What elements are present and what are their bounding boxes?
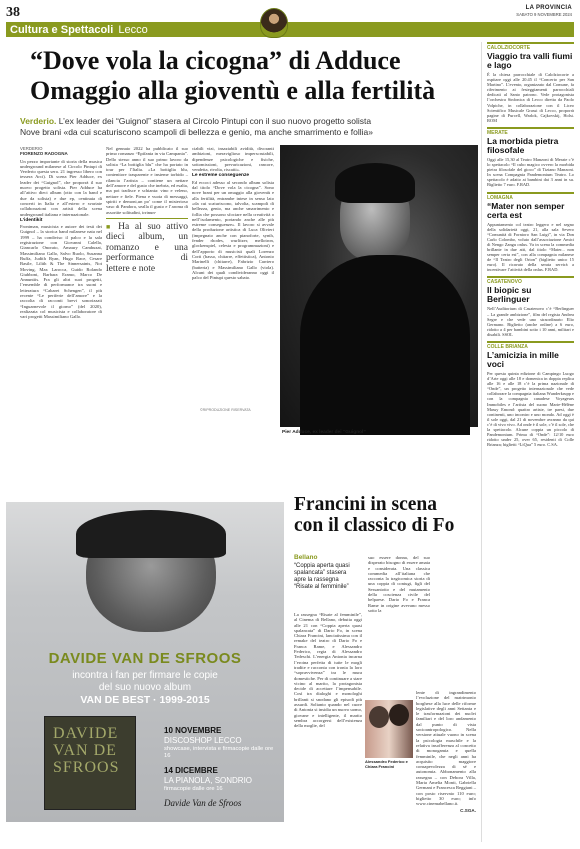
section-portrait-icon	[260, 8, 288, 38]
section-city: Lecco	[118, 24, 148, 36]
main-col-2	[106, 146, 188, 502]
ad-cap	[76, 510, 226, 558]
lead-text-2: Nove brani «da cui scaturiscono scampoli di bellezza e genio, ma anche smarrimento e follia»	[20, 127, 373, 137]
main-col-1-subhead: L’identikit	[20, 217, 43, 223]
ad-date-2: 14 DICEMBRE	[164, 766, 218, 775]
ad-line-2: del suo nuovo album	[98, 682, 192, 693]
sidebar-body: Per questa quinta edizione di Campingo Luogo d’Arte oggi alle 18 e domenica in doppia replica alle 16 e alle 18 c’è la prima nazionale di “Onde”, un progetto internazionale che vede collaborare la compagnia italiana Wunderkrupp e con la compagnia canadese Voyageurs Immobiles e l’artista del suono Marie-Hélène Massy Emond: quattro artiste, tre paesi, due continenti, uno incontro e uno mondo. Ad oggi è il sole oggi, dal 21 di novembre avranno da qui c’è di vivo vivo. Ad onde è il sole, c’è il sole, che la spettacolo. Alcune coppia un piccolo di Pandemonium. Prima di “Onde”: 12/10 euro ridotto under 25, over 65, residenti di Colle Brianza; biglietti “LiQua” 5 euro. C.SA.	[487, 371, 574, 448]
sidebar-body: È la chiesa parrocchiale di Calolziocorte a ospitare oggi alle 20.45 il “Concerto per San Martino”. L’evento, organizzato dal Comune, fa riferimento ai festeggiamenti parrocchiali dedicati al Santo patrono. Vede protagonista l’orchestra Sinfonica di Lecco diretta da Paolo Volpiche, in collaborazione con il Liceo Scientifico Musicale Grassi di Lecco, proporrà pagine di Purcell, Warlok, Cajkovskij, Holst. ROM	[487, 72, 574, 123]
article-location: VERDERIO	[20, 146, 43, 151]
second-col-2-text: suo essere donna, del suo disperato bisogno di essere amata e considerata. Una classica commedia all’italiana che racconta la tragicomica storia di una coppia di coniugi, figli del Sessantotto e del mutamento della coscienza civile del belpaese. Dario Fo e Franca Rame in origine avevano messo sotto la	[368, 555, 430, 613]
ad-signature: Davide Van de Sfroos	[164, 798, 242, 808]
lead-line-1	[20, 116, 470, 127]
ad-line-1: incontra i fan per firmare le copie	[72, 670, 218, 681]
second-headline-2: con il classico di Fo	[294, 515, 455, 536]
ad-info-1: showcase, intervista e firmacopie dalle ore 16	[164, 746, 274, 759]
second-col-2	[368, 555, 430, 613]
second-headline-1: Francini in scena	[294, 494, 438, 515]
second-quote: “Coppia aperta quasi spalancata” stasera apre la rassegna “Risate al femminile”	[294, 563, 350, 590]
ad-artist: DAVIDE VAN DE SFROOS	[48, 650, 242, 667]
ad-venue-1: DISCOSHOP LECCO	[164, 736, 242, 745]
ad-info-2: firmacopie dalle ore 16	[164, 786, 223, 792]
second-place: Bellano	[294, 554, 318, 561]
sidebar	[481, 42, 574, 842]
second-col-1	[294, 612, 362, 842]
adduce-photo	[280, 145, 478, 427]
sidebar-item	[487, 192, 574, 273]
second-author: C.SGA.	[460, 807, 476, 813]
sidebar-kicker: CASATENOVO	[487, 276, 574, 285]
second-col-2b-text: lente di ingrandimento l’evoluzione del matrimonio borghese alla luce delle riforme legislative degli anni Settanta e le trasformazioni dei nuclei familiari e del loro andamento dal punto di vista socioantropologico. Nella versione attuale vuono in scena la psicologia maschile e la relativa insofferenza al concetto di monogamia e quella femminile, che negli anni ha acquisito maggiore consapevolezza di sé e autonomia. Abbonamento alla rassegna – con Debora Villa, Maria Amelia Monti, Gabriella Germani e Francesca Reggiani – con posto riservato 110 euro; biglietto 30 euro; info www.cinemabellano.it.	[416, 690, 476, 807]
headline-line-1: “Dove vola la cicogna” di Adduce	[30, 46, 401, 75]
headline-line-2: Omaggio alla gioventù e alla fertilità	[30, 76, 436, 105]
ad-date-1: 10 NOVEMBRE	[164, 726, 222, 735]
copyright-credit: ©RIPRODUZIONE RISERVATA	[200, 408, 251, 412]
section-name: Cultura e Spettacoli	[10, 24, 114, 36]
main-col-3-text: ciabili vizi, insaziabili avidità, divoranti ambizioni, meraviglioso imperscrutabili, dipendenze psicologiche e fisiche, sottomissioni, prevaricazioni, rancore, vendetta, rivolta, riscatti».	[192, 146, 274, 173]
article-author: FIORENZO RADOGNA	[20, 151, 68, 157]
pullquote-mark-icon: ■	[106, 222, 114, 231]
photo-figure-a	[369, 706, 389, 728]
sidebar-kicker: COLLE BRIANZA	[487, 341, 574, 350]
sidebar-kicker: CALOLZIOCORTE	[487, 42, 574, 51]
main-col-1	[20, 146, 102, 502]
second-col-1-text: La rassegna “Risate al femminile”, al Cinema di Bellano, debutta oggi alle 21 con “Coppia aperta quasi spalancata” di Dario Fo, in scena Chiara Francini, lanciatissima con il remake del teatro di Dario Fo e Franca Rame, e Alessandro Federico, regia di Alessandro Tedeschi. L’energia Antonia incarna l’eroina perfetta di tutte le mogli tradite e racconta con ironia la loro “sopravvivenza” tra le mura domestiche. Per di continuare a stare vicino al marito, la protagonista decide di accettare l’impensabile. Così tra dialoghi e monologhi brillanti si snodano gli episodi più assurdi. Soltanto quando nel cuore di Antonia si insidia un nuovo uomo, giovane e intelligente, il marito sembra accorgersi dell’esistenza della moglie, del	[294, 612, 363, 729]
sidebar-item	[487, 127, 574, 188]
sidebar-title: Viaggio tra valli fiumi e lago	[487, 51, 573, 70]
photo-hair	[335, 163, 415, 203]
lead-text-1: L’ex leader dei “Guignol” stasera al Circolo Pintupi con il suo nuovo progetto solista	[58, 116, 372, 126]
ad-album-title: VAN DE BEST · 1999-2015	[80, 694, 210, 706]
sidebar-title: La morbida pietra filosofale	[487, 135, 559, 155]
sidebar-item	[487, 42, 574, 123]
page-number: 38	[6, 5, 20, 20]
section-title	[10, 24, 148, 36]
cover-text-1: DAVIDE	[53, 725, 119, 742]
second-col-2b	[416, 690, 476, 840]
sidebar-body: Oggi alle 15,30 al Teatro Manzoni di Merate c’è lo spettacolo “Il cubo magico ovvero la morbida pietra filosofale del gioco” di Tiziano Manzoni. In scena Compagnia Pandemonium Teatro. Lo spettacolo è adatto ai bambini dai 3 anni in su. Biglietto 7 euro. F.RAD.	[487, 156, 574, 188]
sidebar-kicker: LOMAGNA	[487, 192, 574, 201]
main-col-3-text-b: Ed eccoci adesso al secondo album solista dal titolo “Dove vola la cicogna”. Sono nove brani per un omaggio alla gioventù e alla fertilità, entrambe intese in senso lato «da cui scaturiscono, talvolta, scampoli di bellezza, genio, ma anche smarrimento e follia che possono sfociare nella creatività o nell’isolamento, portando anche alle più estreme conseguenze». Il lavoro si avvale della produzione artistica di Luca Olivieri (impegnato anche con pianoforte, synth, fender rhodes, wurlitzer, mellotron, glockenspiel, celesta e programmazioni) e dell’apporto di musicisti quali Lorenzo Corti (basso, chitarre, effettistica), Antonio Marinelli (chitarre), Fabrizio Carriero (batteria) e Massimiliano Gallo (viola). Alcuni dei quali condivideranno oggi il palco del Pintupi questo sabato.	[192, 179, 274, 281]
sidebar-kicker: MERATE	[487, 127, 574, 136]
album-ad	[6, 502, 284, 822]
sidebar-body: Appuntamento col teatro leggero e nel segno della solidarietà oggi, 21, alla sala Severo “Comunità di Fornioro San Luigi”, in via Don Carlo Colombo, voluto dall’associazione Amici di Nengo Zangu onlus. Va in scena la commedia brillante in due atti, dal titolo “Mater... non semper certa est”, con alla compagnia milanese de “Il Teatro degli Orion” (biglietto unico 15 euro). Il ricavato della serata servirà a incentivare l’attività della onlus. F.RAD.	[487, 221, 574, 273]
photo-body	[300, 255, 470, 435]
francini-photo	[365, 700, 413, 758]
sidebar-title: L’amicizia in mille voci	[487, 350, 559, 369]
newspaper-name: LA PROVINCIA	[525, 5, 572, 11]
main-col-1-text: Un pezzo importante di storia della musica underground milanese al Circolo Pintupi di Verderio questa sera. 21 ingresso libero con tessera Arci). Di scena Pier Adduce, ex leader dei “Guignol”, che proporrà il suo nuovo progetto solista. Pier Adduce ha all’attivo dieci album (otto con la band e due da solista) e due ep, centinaia di concerti in Italia e all’estero e svariate collaborazioni con artisti della scena underground italiana e internazionale.	[20, 158, 102, 217]
lead	[20, 116, 470, 138]
main-col-2-text: Nel gennaio 2022 ha pubblicato il suo primo romanzo “Epifania in via Campania”. Dello stesso anno il suo primo lavoro da solista “La bottiglia blu” che ha portato in tour per l’Italia. «La bottiglia blu, contenitore trasparente e insieme torbido – rilancia l’artista – contiene un nettare dell’amore e del gusto che inebria, ed esalta, ma poi tradisce e schianta: vino e veleno, nettare e fiele. Piena e vuota di messaggi, spiriti e demoni,un po’ come il misterioso vaso di Pandora, sealla il gusto e l’aroma di assortite solitudini, irrinun-	[106, 146, 188, 215]
issue-date: SABATO 9 NOVEMBRE 2024	[516, 12, 572, 17]
sidebar-item	[487, 341, 574, 447]
sidebar-title: Il biopic su Berlinguer	[487, 285, 532, 305]
main-col-3	[192, 146, 274, 486]
main-col-3-subhead: Le estreme conseguenze	[192, 173, 250, 179]
cover-text-2: VAN DE	[53, 742, 117, 759]
lead-place: Verderio.	[20, 116, 57, 126]
album-cover	[44, 716, 136, 810]
cover-text-3: SFROOS	[53, 759, 120, 776]
sidebar-item	[487, 276, 574, 337]
photo-figure-b	[389, 704, 409, 726]
sidebar-title: “Mater non semper certa est	[487, 200, 565, 220]
main-col-1-text-b: Frontman, musicista e autore dei testi dei Guignol – la storica band milanese nata nel 1999 – ha condiviso il palco e la sala registrazione con Giovanni Calella, Giancarlo Onorato, Amaury Cambuzat, Massimiliano Gallo, Salvo Ruolo, Susanna Buffa, Judith Ryan, Hugo Race, Cesare Basile, Lilith & The Sinnersaints, Not Moving, Max Larocca, Guido Rolando Giubboni, Barbara Eramo, Marco De Annuntiis. Fra gli altri suoi progetti, l’ensemble di performance tra suoni e letteratura “Cabaret Schengen”, il più recente “Le periferie dell’amore” e la raccolta di racconti brevi sonorizzati “Inguarnevole il giorno” (del 2020), realizzata col musicista e collaboratore di vari progetti Massimiliano Gallo.	[20, 224, 102, 320]
photo-caption: Pier Adduce, ex leader dei “Guignol”	[282, 430, 366, 435]
ad-venue-2: LA PIANOLA, SONDRIO	[164, 776, 253, 785]
pullquote-text: Ha al suo attivo dieci album, un romanzo e una performance di lettere e note	[106, 221, 188, 274]
francini-photo-caption: Alessandro Federico e Chiara Francini	[365, 759, 408, 769]
pullquote	[106, 218, 188, 275]
sidebar-body: Nell’Auditorium di Casatenovo c’è “Berlinguer – La grande ambizione”, film del regista Andrea Segre e che vede uno straordinario Elio Germano. Biglietto (anche online) a 6 euro, ridotto a 4 per bambini sotto i 10 anni, militari e disabili. SSOL	[487, 306, 574, 337]
